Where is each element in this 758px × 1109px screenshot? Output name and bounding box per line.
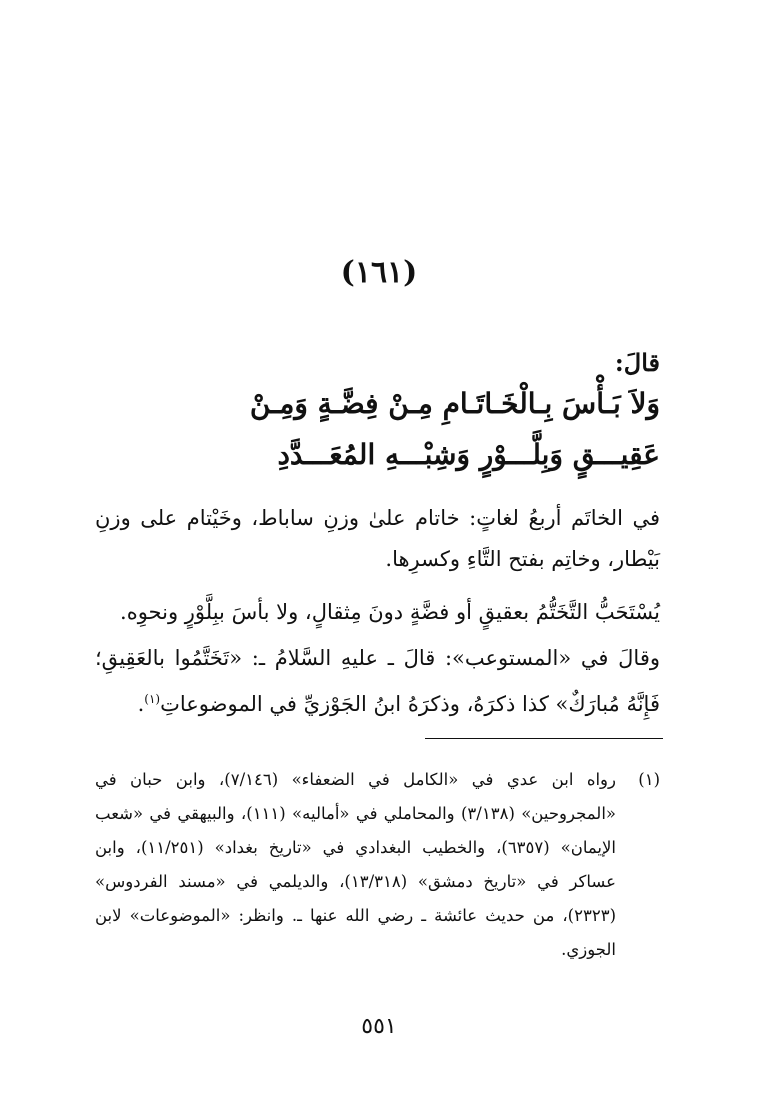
verse-intro: قالَ:	[614, 348, 660, 377]
commentary-paragraph-2: يُسْتَحَبُّ التَّخَتُّمُ بعقيقٍ أو فضَّةٍ دونَ مِثقالٍ، ولا بأسَ ببِلَّوْرٍ ونحوِه.	[120, 600, 660, 624]
footnote	[95, 763, 660, 967]
paragraph-end-mark: .	[137, 692, 145, 716]
footnote-number: (١)	[638, 770, 660, 789]
footnote-text: رواه ابن عدي في «الكامل في الضعفاء» (٧/١٤٦)، وابن حبان في «المجروحين» (٣/١٣٨) والمحاملي في «أماليه» (١١١)، والبيهقي في «شعب الإيمان» (٦٣٥٧)، والخطيب البغدادي في «تاريخ بغداد» (١١/٢٥١)، وابن عساكر في «تاريخ دمشق» (١٣/٣١٨)، والديلمي في «مسند الفردوس» (٢٣٢٣)، من حديث عائشة ـ رضي الله عنها ـ. وانظر: «الموضوعات» لابن الجوزي.	[95, 770, 616, 959]
verse-line-2: عَقِيـــقٍ وَبِلَّـــوْرٍ وَشِبْـــهِ المُعَـــدَّدِ	[277, 438, 660, 471]
footnote-reference[interactable]: (١)	[144, 692, 161, 706]
entry-number-heading: (١٦١)	[340, 255, 418, 290]
commentary-paragraph-3-text: وقالَ في «المستوعب»: قالَ ـ عليهِ السَّلامُ ـ: «تَخَتَّمُوا بالعَقِيقِ؛ فَإِنَّهُ مُبارَكٌ» كذا ذكرَهُ، وذكرَهُ ابنُ الجَوْزيِّ في الموضوعاتِ	[95, 646, 660, 716]
commentary-paragraph-3	[95, 638, 660, 725]
footnote-separator	[425, 738, 663, 739]
verse-line-1: وَلاَ بَـأْسَ بِـالْخَـاتَـامِ مِـنْ فِضَّـةٍ وَمِـنْ	[249, 387, 660, 420]
commentary-paragraph-1: في الخاتَم أربعُ لغاتٍ: خاتام علىٰ وزنِ ساباط، وخَيْتام على وزنِ بَيْطار، وخاتِم بفتح التَّاءِ وكسرِها.	[95, 506, 660, 571]
page-number: ٥٥١	[361, 1014, 397, 1039]
